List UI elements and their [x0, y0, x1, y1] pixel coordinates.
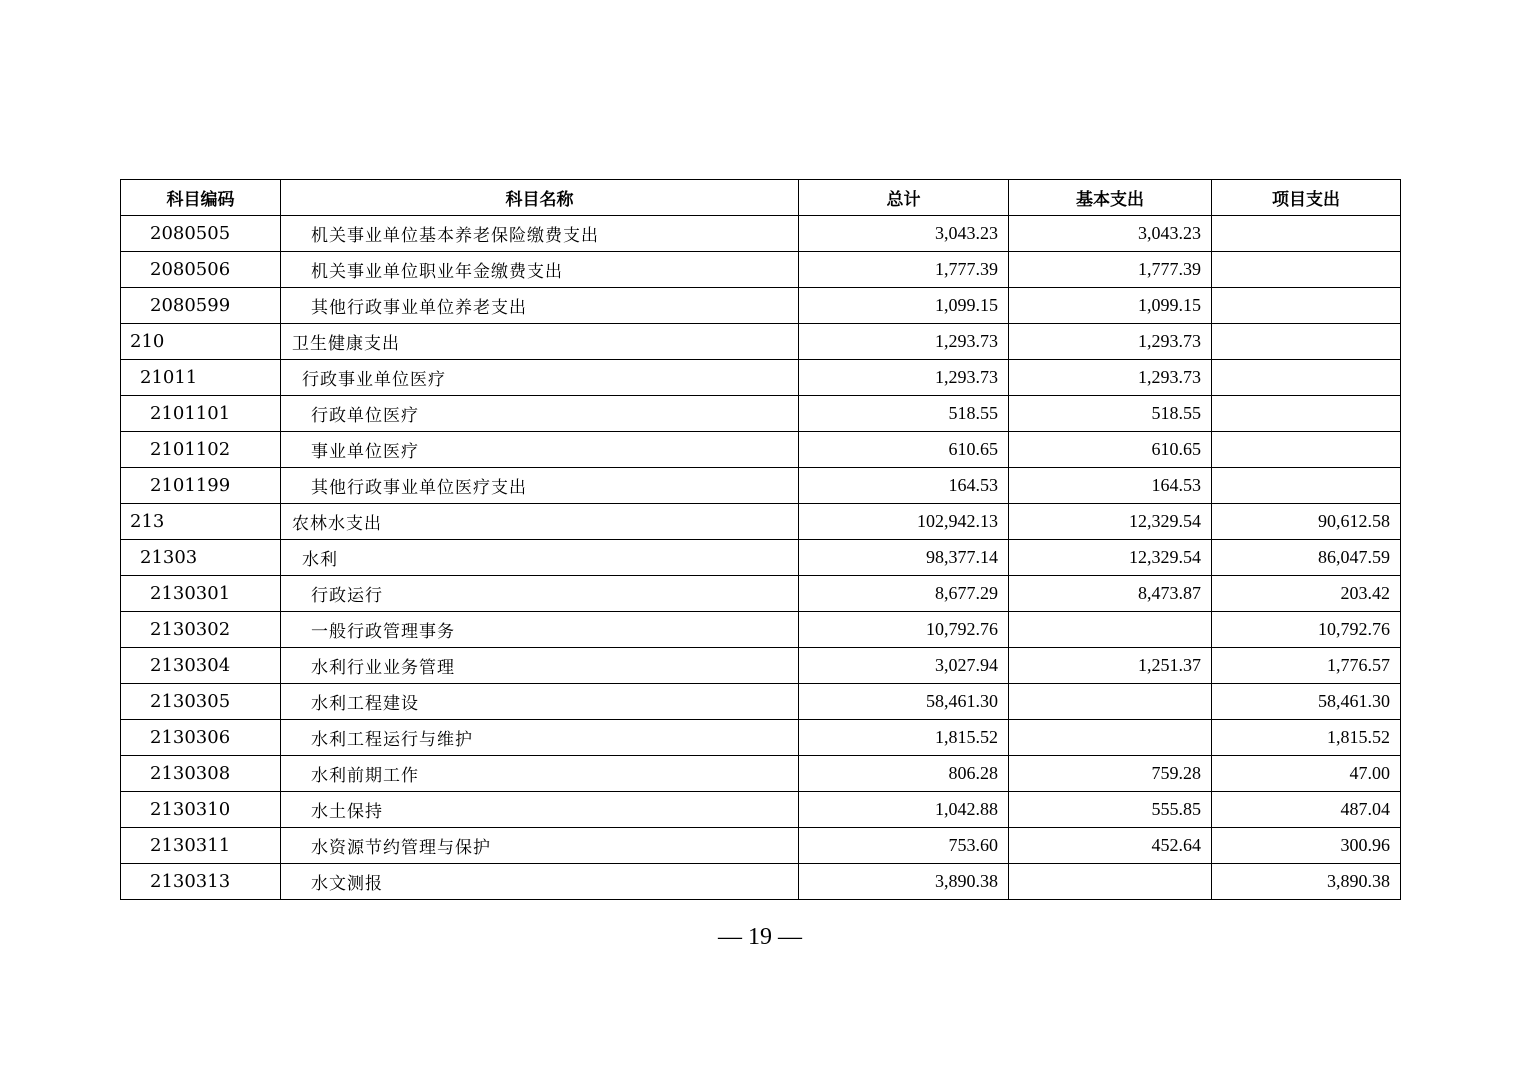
cell-basic: 1,099.15 [1009, 288, 1212, 324]
table-row [121, 756, 1401, 792]
table-header-row [121, 180, 1401, 216]
cell-basic [1009, 720, 1212, 756]
cell-code: 2080506 [121, 252, 281, 288]
table-body [121, 216, 1401, 900]
cell-basic: 759.28 [1009, 756, 1212, 792]
table-row [121, 864, 1401, 900]
cell-basic: 3,043.23 [1009, 216, 1212, 252]
table-row [121, 432, 1401, 468]
cell-name: 水文测报 [281, 864, 799, 900]
cell-project [1212, 432, 1401, 468]
cell-name: 机关事业单位职业年金缴费支出 [281, 252, 799, 288]
cell-name: 水资源节约管理与保护 [281, 828, 799, 864]
cell-code: 21303 [121, 540, 281, 576]
table-row [121, 612, 1401, 648]
cell-basic: 1,293.73 [1009, 324, 1212, 360]
cell-code: 2101102 [121, 432, 281, 468]
table-row [121, 504, 1401, 540]
cell-total: 610.65 [799, 432, 1009, 468]
cell-project [1212, 360, 1401, 396]
cell-project: 3,890.38 [1212, 864, 1401, 900]
cell-name: 卫生健康支出 [281, 324, 799, 360]
cell-code: 2130305 [121, 684, 281, 720]
cell-name: 机关事业单位基本养老保险缴费支出 [281, 216, 799, 252]
cell-code: 2130308 [121, 756, 281, 792]
table-row [121, 720, 1401, 756]
cell-project: 1,776.57 [1212, 648, 1401, 684]
table-row [121, 468, 1401, 504]
cell-basic: 555.85 [1009, 792, 1212, 828]
cell-total: 3,027.94 [799, 648, 1009, 684]
table-row [121, 324, 1401, 360]
table-row [121, 396, 1401, 432]
cell-name: 一般行政管理事务 [281, 612, 799, 648]
table-row [121, 540, 1401, 576]
cell-total: 10,792.76 [799, 612, 1009, 648]
cell-code: 213 [121, 504, 281, 540]
cell-basic: 1,251.37 [1009, 648, 1212, 684]
cell-basic: 12,329.54 [1009, 504, 1212, 540]
cell-total: 164.53 [799, 468, 1009, 504]
cell-code: 2080599 [121, 288, 281, 324]
cell-total: 518.55 [799, 396, 1009, 432]
cell-project [1212, 216, 1401, 252]
cell-project: 86,047.59 [1212, 540, 1401, 576]
cell-total: 1,042.88 [799, 792, 1009, 828]
table-row [121, 216, 1401, 252]
cell-name: 其他行政事业单位医疗支出 [281, 468, 799, 504]
cell-total: 98,377.14 [799, 540, 1009, 576]
cell-basic [1009, 612, 1212, 648]
cell-project: 300.96 [1212, 828, 1401, 864]
cell-code: 2130301 [121, 576, 281, 612]
cell-name: 水利行业业务管理 [281, 648, 799, 684]
cell-code: 2130306 [121, 720, 281, 756]
header-name: 科目名称 [281, 180, 799, 216]
budget-table [120, 179, 1401, 900]
cell-project: 10,792.76 [1212, 612, 1401, 648]
cell-name: 水利工程建设 [281, 684, 799, 720]
cell-name: 水利前期工作 [281, 756, 799, 792]
header-code: 科目编码 [121, 180, 281, 216]
cell-name: 事业单位医疗 [281, 432, 799, 468]
cell-code: 2080505 [121, 216, 281, 252]
cell-name: 农林水支出 [281, 504, 799, 540]
cell-code: 2130302 [121, 612, 281, 648]
cell-basic: 12,329.54 [1009, 540, 1212, 576]
cell-code: 2130310 [121, 792, 281, 828]
cell-basic: 518.55 [1009, 396, 1212, 432]
cell-project: 90,612.58 [1212, 504, 1401, 540]
cell-code: 2101101 [121, 396, 281, 432]
cell-project: 203.42 [1212, 576, 1401, 612]
cell-total: 1,293.73 [799, 324, 1009, 360]
cell-total: 806.28 [799, 756, 1009, 792]
header-basic: 基本支出 [1009, 180, 1212, 216]
header-project: 项目支出 [1212, 180, 1401, 216]
table-row [121, 684, 1401, 720]
cell-project: 58,461.30 [1212, 684, 1401, 720]
cell-project: 1,815.52 [1212, 720, 1401, 756]
table-row [121, 288, 1401, 324]
cell-name: 其他行政事业单位养老支出 [281, 288, 799, 324]
table-row [121, 792, 1401, 828]
page-number: — 19 — [718, 924, 802, 950]
cell-project [1212, 396, 1401, 432]
header-total: 总计 [799, 180, 1009, 216]
table-row [121, 828, 1401, 864]
cell-name: 行政运行 [281, 576, 799, 612]
cell-total: 8,677.29 [799, 576, 1009, 612]
cell-code: 2101199 [121, 468, 281, 504]
cell-project [1212, 252, 1401, 288]
cell-name: 水利 [281, 540, 799, 576]
cell-total: 1,777.39 [799, 252, 1009, 288]
cell-total: 102,942.13 [799, 504, 1009, 540]
cell-basic [1009, 864, 1212, 900]
table-row [121, 360, 1401, 396]
table-row [121, 252, 1401, 288]
table-row [121, 648, 1401, 684]
cell-basic: 8,473.87 [1009, 576, 1212, 612]
cell-code: 21011 [121, 360, 281, 396]
cell-project: 487.04 [1212, 792, 1401, 828]
cell-code: 210 [121, 324, 281, 360]
cell-total: 1,293.73 [799, 360, 1009, 396]
table-row [121, 576, 1401, 612]
cell-code: 2130313 [121, 864, 281, 900]
cell-project [1212, 324, 1401, 360]
cell-name: 水土保持 [281, 792, 799, 828]
cell-basic: 1,777.39 [1009, 252, 1212, 288]
cell-project [1212, 468, 1401, 504]
cell-basic [1009, 684, 1212, 720]
cell-total: 1,815.52 [799, 720, 1009, 756]
cell-code: 2130304 [121, 648, 281, 684]
cell-name: 行政单位医疗 [281, 396, 799, 432]
cell-name: 水利工程运行与维护 [281, 720, 799, 756]
cell-basic: 1,293.73 [1009, 360, 1212, 396]
cell-total: 753.60 [799, 828, 1009, 864]
cell-basic: 452.64 [1009, 828, 1212, 864]
cell-total: 58,461.30 [799, 684, 1009, 720]
cell-total: 1,099.15 [799, 288, 1009, 324]
cell-code: 2130311 [121, 828, 281, 864]
cell-basic: 610.65 [1009, 432, 1212, 468]
cell-project [1212, 288, 1401, 324]
cell-basic: 164.53 [1009, 468, 1212, 504]
cell-total: 3,043.23 [799, 216, 1009, 252]
cell-name: 行政事业单位医疗 [281, 360, 799, 396]
cell-project: 47.00 [1212, 756, 1401, 792]
cell-total: 3,890.38 [799, 864, 1009, 900]
